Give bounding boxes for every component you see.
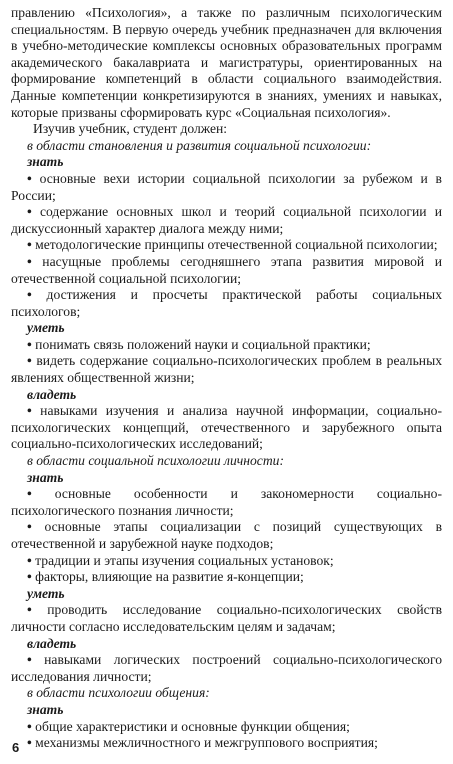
list-item-text: механизмы межличностного и межгруппового восприятия; (35, 735, 378, 751)
list-item-text: основные вехи истории социальной психологии за рубежом и в России; (11, 170, 442, 203)
bullet-icon: • (27, 486, 32, 502)
list-item-text: содержание основных школ и теорий социальной психологии и дискуссионный характер диалога между ними; (11, 204, 442, 236)
bullet-icon: • (27, 519, 32, 535)
list-item (11, 602, 442, 635)
list-item-text: традиции и этапы изучения социальных установок; (35, 552, 334, 568)
list-item (11, 569, 442, 586)
group-label: владеть (27, 386, 77, 402)
bullet-icon: • (27, 718, 32, 734)
bullet-icon: • (27, 652, 32, 668)
bullet-icon: • (27, 253, 32, 269)
list-item-text: навыками логических построений социально-психологического исследования личности; (11, 652, 442, 684)
list-item-text: насущные проблемы сегодняшнего этапа развития мировой и отечественной социальной психологии; (11, 253, 443, 286)
list-item (11, 652, 442, 685)
group-label: знать (27, 154, 64, 170)
list-item-text: общие характеристики и основные функции общения; (35, 718, 350, 734)
bullet-icon: • (27, 287, 32, 303)
list-item (11, 486, 442, 519)
page-body (11, 5, 442, 752)
list-item (11, 287, 442, 320)
list-item-text: понимать связь положений науки и социальной практики; (35, 336, 371, 352)
list-item-text: достижения и просчеты практической работы социальных психологов; (11, 287, 442, 319)
list-item (11, 553, 442, 570)
list-item (11, 719, 442, 736)
section-heading: в области становления и развития социальной психологии: (27, 137, 372, 153)
group-label: владеть (27, 635, 77, 651)
list-item (11, 353, 442, 386)
list-item (11, 254, 442, 287)
section-heading: в области психологии общения: (27, 685, 210, 701)
list-item-text: основные особенности и закономерности социально-психологического познания личности; (11, 486, 442, 518)
bullet-icon: • (27, 569, 32, 585)
list-item-text: видеть содержание социально-психологических проблем в реальных явлениях общественной жизни; (11, 353, 442, 386)
list-item-text: навыками изучения и анализа научной информации, социально-психологических концепций, отечественного и зарубежного опыта социально-психологических исследований; (11, 403, 442, 452)
group-label: уметь (27, 585, 65, 601)
group-label: знать (27, 701, 64, 717)
paragraph: правлению «Психология», а также по различным психологическим специальностям. В первую очередь учебник предназначен для включения в учебно-методические комплексы основных образовательных программ академического бакалавриата и магистратуры, ориентированных на формирование компетенций в области социального взаимодействия. Данные компетенции конкретизируются в знаниях, умениях и навыках, которые призваны сформировать курс «Социальная психология». (11, 5, 442, 120)
bullet-icon: • (27, 602, 32, 618)
group-label: уметь (27, 320, 65, 336)
paragraph: Изучив учебник, студент должен: (33, 121, 228, 137)
section-heading: в области социальной психологии личности: (27, 453, 284, 469)
list-item (11, 237, 442, 254)
bullet-icon: • (27, 237, 32, 253)
list-item (11, 403, 442, 453)
bullet-icon: • (27, 552, 32, 568)
bullet-icon: • (27, 353, 32, 369)
bullet-icon: • (27, 204, 32, 220)
list-item-text: основные этапы социализации с позиций существующих в отечественной и зарубежной науке подходов; (11, 519, 442, 551)
bullet-icon: • (27, 170, 32, 186)
list-item (11, 204, 442, 237)
page-number: 6 (12, 740, 20, 755)
bullet-icon: • (27, 403, 32, 419)
list-item-text: факторы, влияющие на развитие я-концепции; (35, 569, 304, 585)
list-item-text: методологические принципы отечественной социальной психологии; (35, 237, 438, 253)
list-item (11, 171, 442, 204)
list-item (11, 519, 442, 552)
bullet-icon: • (27, 336, 32, 352)
group-label: знать (27, 469, 64, 485)
list-item (11, 735, 442, 752)
bullet-icon: • (27, 735, 32, 751)
list-item (11, 337, 442, 354)
list-item-text: проводить исследование социально-психологических свойств личности согласно исследовательским целям и задачам; (11, 602, 442, 634)
